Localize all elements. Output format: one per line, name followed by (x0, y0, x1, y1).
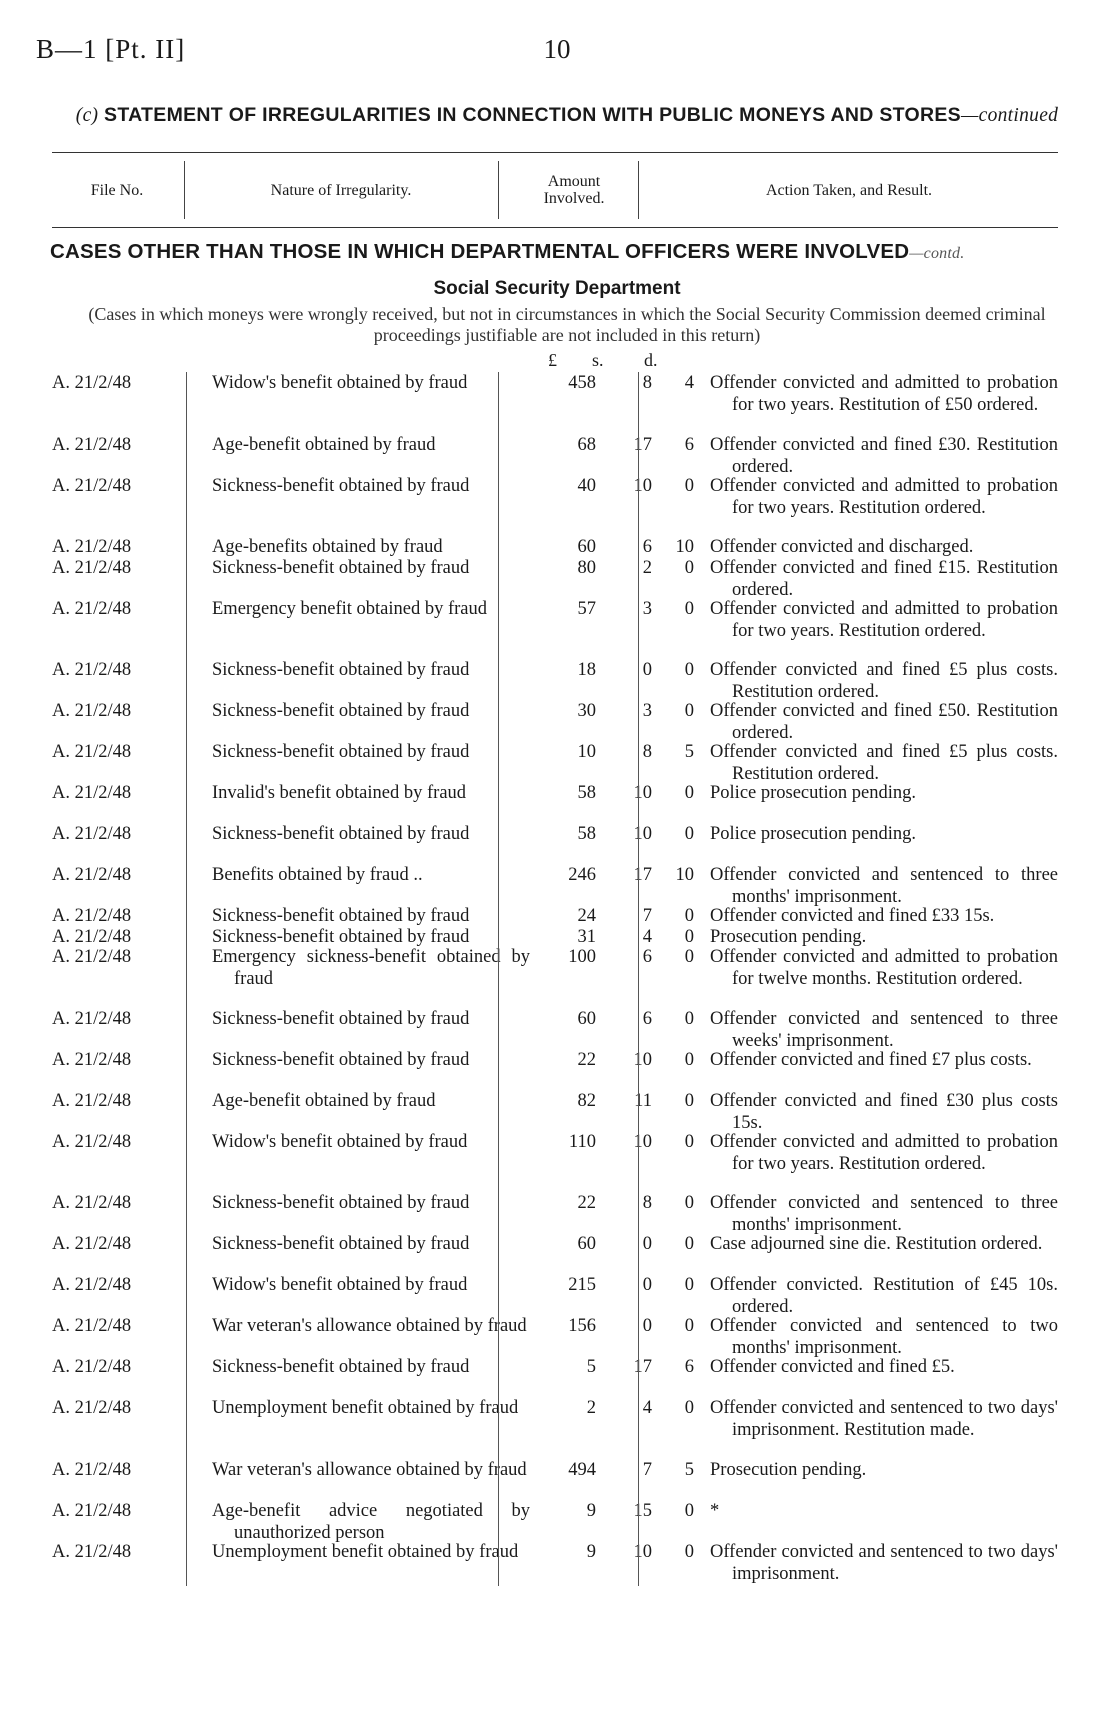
file-number: A. 21/2/48 (52, 947, 132, 967)
action-taken-text: Offender convicted and fined £50. Restitution ordered. (710, 701, 1058, 743)
amount-shillings: 8 (642, 742, 652, 762)
amount-pence: 5 (684, 1459, 694, 1480)
irregularity-nature (212, 1541, 530, 1563)
amount-pence: 0 (684, 475, 694, 496)
amount-shillings: 7 (642, 1459, 652, 1480)
irregularity-nature-text: Sickness-benefit obtained by fraud (212, 742, 470, 762)
action-taken (710, 475, 1058, 519)
irregularity-nature (212, 1008, 530, 1030)
action-taken-text: Offender convicted and admitted to probation for two years. Restitution of £50 ordered. (710, 373, 1058, 415)
amount-shillings: 10 (633, 824, 652, 844)
irregularity-nature-text: Widow's benefit obtained by fraud (212, 373, 468, 393)
irregularity-nature-text: Emergency benefit obtained by fraud (212, 598, 487, 619)
amount-pounds: 57 (577, 598, 596, 619)
amount-shillings: 4 (642, 926, 652, 947)
file-number: A. 21/2/48 (52, 557, 132, 578)
amount-pence: 0 (684, 1541, 694, 1562)
action-taken (710, 905, 1058, 927)
title-continued: —continued (960, 105, 1059, 126)
amount-pence: 0 (684, 824, 694, 844)
irregularity-nature (212, 475, 530, 497)
action-taken (710, 536, 1058, 558)
action-taken (710, 1274, 1058, 1318)
amount-pounds: 40 (577, 475, 596, 496)
action-taken-text: Offender convicted and fined £5. (710, 1357, 955, 1377)
action-taken (710, 598, 1058, 642)
irregularity-nature-text: Age-benefit obtained by fraud (212, 434, 436, 455)
file-number: A. 21/2/48 (52, 537, 132, 557)
amount-shillings: 17 (633, 434, 652, 455)
irregularity-nature-text: War veteran's allowance obtained by fraud (212, 1459, 527, 1480)
irregularity-nature-text: Widow's benefit obtained by fraud (212, 1131, 468, 1152)
irregularity-nature (212, 905, 530, 927)
action-taken (710, 659, 1058, 703)
action-taken-text: Offender convicted and admitted to probation for twelve months. Restitution ordered. (710, 947, 1058, 989)
amount-pence: 0 (684, 783, 694, 803)
amount-pence: 0 (684, 1193, 694, 1213)
action-taken-text: Police prosecution pending. (710, 783, 917, 803)
action-taken-text: Prosecution pending. (710, 1459, 867, 1480)
irregularity-nature (212, 782, 530, 804)
amount-pounds: 156 (568, 1316, 596, 1336)
file-number: A. 21/2/48 (52, 865, 132, 885)
amount-shillings: 11 (634, 1090, 652, 1111)
amount-pence: 0 (684, 1275, 694, 1295)
amount-pence: 6 (684, 434, 694, 455)
file-number: A. 21/2/48 (52, 1316, 132, 1336)
amount-shillings: 0 (642, 1316, 652, 1336)
amount-pounds: 22 (577, 1193, 596, 1213)
action-taken-text: Police prosecution pending. (710, 824, 917, 844)
file-number: A. 21/2/48 (52, 1193, 132, 1213)
action-taken (710, 1315, 1058, 1359)
column-rule (498, 372, 499, 1586)
pence-label: d. (644, 350, 658, 370)
amount-pence: 0 (684, 1090, 694, 1111)
irregularity-nature (212, 1356, 530, 1378)
irregularity-nature (212, 864, 530, 886)
file-number: A. 21/2/48 (52, 1008, 132, 1029)
file-number: A. 21/2/48 (52, 1234, 132, 1254)
action-taken-text: Offender convicted and discharged. (710, 537, 974, 557)
action-taken-text: Offender convicted. Restitution of £45 10s. ordered. (710, 1275, 1058, 1317)
irregularity-nature (212, 1459, 530, 1481)
action-taken-text: Offender convicted and fined £15. Restitution ordered. (710, 557, 1058, 600)
action-taken (710, 926, 1058, 948)
action-taken (710, 1090, 1058, 1134)
amount-shillings: 10 (633, 783, 652, 803)
file-number: A. 21/2/48 (52, 1131, 132, 1152)
amount-pence: 4 (684, 373, 694, 393)
amount-pounds: 58 (577, 783, 596, 803)
action-taken-text: Offender convicted and sentenced to two days' imprisonment. (710, 1541, 1058, 1584)
title-letter: (c) (75, 105, 99, 126)
section-heading (50, 240, 1084, 264)
action-taken-text: Offender convicted and admitted to probation for two years. Restitution ordered. (710, 1131, 1058, 1174)
irregularity-nature (212, 741, 530, 763)
amount-pence: 10 (675, 537, 694, 557)
action-taken (710, 434, 1058, 478)
column-rule (186, 372, 187, 1586)
column-divider (184, 161, 185, 219)
amount-pounds: 494 (568, 1459, 596, 1480)
action-taken (710, 1500, 1058, 1522)
action-taken-text: Offender convicted and fined £33 15s. (710, 906, 995, 926)
amount-shillings: 0 (642, 1234, 652, 1254)
amount-shillings: 17 (633, 865, 652, 885)
action-taken (710, 1131, 1058, 1175)
action-taken (710, 1356, 1058, 1378)
amount-pence: 6 (684, 1357, 694, 1377)
section-heading-continued: —contd. (909, 245, 965, 262)
action-taken-text: Offender convicted and fined £30. Restitution ordered. (710, 434, 1058, 477)
amount-pounds: 24 (577, 906, 596, 926)
amount-pence: 0 (684, 1049, 694, 1070)
file-number: A. 21/2/48 (52, 1090, 132, 1111)
amount-shillings: 3 (642, 598, 652, 619)
file-number: A. 21/2/48 (52, 1275, 132, 1295)
action-taken (710, 372, 1058, 416)
amount-shillings: 10 (633, 1049, 652, 1070)
irregularity-nature-text: Emergency sickness-benefit obtained by fraud (212, 947, 530, 989)
amount-pounds: 82 (577, 1090, 596, 1111)
amount-pence: 0 (684, 1008, 694, 1029)
file-number: A. 21/2/48 (52, 701, 132, 721)
irregularity-nature-text: Sickness-benefit obtained by fraud (212, 1049, 470, 1070)
amount-pence: 0 (684, 947, 694, 967)
amount-pounds: 68 (577, 434, 596, 455)
file-number: A. 21/2/48 (52, 906, 132, 926)
irregularity-nature-text: Benefits obtained by fraud .. (212, 865, 423, 885)
irregularity-nature (212, 372, 530, 394)
file-number: A. 21/2/48 (52, 1049, 132, 1070)
action-taken (710, 741, 1058, 785)
irregularity-nature-text: Sickness-benefit obtained by fraud (212, 557, 470, 578)
file-number: A. 21/2/48 (52, 1459, 132, 1480)
action-taken-text: Offender convicted and sentenced to three weeks' imprisonment. (710, 1008, 1058, 1051)
department-heading: Social Security Department (433, 278, 681, 299)
amount-shillings: 3 (642, 701, 652, 721)
column-header-action: Action Taken, and Result. (765, 181, 933, 199)
action-taken (710, 1192, 1058, 1236)
amount-pounds: 110 (568, 1131, 596, 1152)
file-number: A. 21/2/48 (52, 434, 132, 455)
irregularity-nature (212, 536, 530, 558)
action-taken (710, 946, 1058, 990)
amount-pounds: 60 (577, 537, 596, 557)
amount-pounds: 60 (577, 1008, 596, 1029)
irregularity-nature-text: Invalid's benefit obtained by fraud (212, 783, 467, 803)
amount-pence: 0 (684, 1131, 694, 1152)
action-taken (710, 864, 1058, 908)
irregularity-nature-text: Age-benefit advice negotiated by unauthorized person (212, 1500, 530, 1543)
amount-shillings: 6 (642, 537, 652, 557)
irregularity-nature-text: Sickness-benefit obtained by fraud (212, 660, 470, 680)
file-number: A. 21/2/48 (52, 824, 132, 844)
amount-pounds: 58 (577, 824, 596, 844)
file-number: A. 21/2/48 (52, 926, 132, 947)
action-taken-text: Offender convicted and admitted to probation for two years. Restitution ordered. (710, 475, 1058, 518)
irregularity-nature (212, 1131, 530, 1153)
action-taken (710, 823, 1058, 845)
page-header (36, 34, 1078, 74)
action-taken-text: Case adjourned sine die. Restitution ordered. (710, 1234, 1043, 1254)
amount-shillings: 10 (633, 1541, 652, 1562)
action-taken (710, 782, 1058, 804)
irregularity-nature (212, 946, 530, 990)
table-header (52, 152, 1058, 228)
action-taken (710, 1397, 1058, 1441)
amount-pounds: 215 (568, 1275, 596, 1295)
amount-pence: 10 (675, 865, 694, 885)
irregularity-nature-text: Sickness-benefit obtained by fraud (212, 701, 470, 721)
action-taken-text: Offender convicted and fined £30 plus costs 15s. (710, 1090, 1058, 1133)
document-reference: B—1 [Pt. II] (36, 34, 186, 64)
amount-pounds: 31 (577, 926, 596, 947)
file-number: A. 21/2/48 (52, 598, 132, 619)
amount-pence: 0 (684, 660, 694, 680)
irregularity-nature (212, 598, 530, 620)
amount-shillings: 4 (642, 1398, 652, 1418)
file-number: A. 21/2/48 (52, 660, 132, 680)
irregularity-nature-text: Unemployment benefit obtained by fraud (212, 1398, 519, 1418)
amount-pence: 0 (684, 557, 694, 578)
irregularity-nature-text: Sickness-benefit obtained by fraud (212, 1193, 470, 1213)
amount-pence: 0 (684, 1234, 694, 1254)
action-taken-text: Offender convicted and admitted to probation for two years. Restitution ordered. (710, 598, 1058, 641)
amount-shillings: 7 (642, 906, 652, 926)
column-header-nature: Nature of Irregularity. (270, 181, 412, 199)
column-divider (638, 161, 639, 219)
action-taken (710, 700, 1058, 744)
file-number: A. 21/2/48 (52, 1500, 132, 1521)
column-rule (638, 372, 639, 1586)
amount-shillings: 6 (642, 947, 652, 967)
page-number: 10 (543, 34, 571, 64)
amount-shillings: 15 (633, 1500, 652, 1521)
irregularity-nature (212, 434, 530, 456)
amount-pence: 5 (684, 742, 694, 762)
amount-shillings: 10 (633, 475, 652, 496)
amount-pounds: 246 (568, 865, 596, 885)
column-header-file-no: File No. (90, 181, 144, 199)
file-number: A. 21/2/48 (52, 1541, 132, 1562)
irregularity-nature-text: Sickness-benefit obtained by fraud (212, 475, 470, 496)
action-taken (710, 1541, 1058, 1585)
irregularity-nature (212, 1274, 530, 1296)
amount-pence: 0 (684, 1398, 694, 1418)
irregularity-nature-text: Sickness-benefit obtained by fraud (212, 1008, 470, 1029)
amount-pence: 0 (684, 1500, 694, 1521)
action-taken (710, 1049, 1058, 1071)
amount-pounds: 10 (577, 742, 596, 762)
irregularity-nature (212, 1192, 530, 1214)
irregularity-nature (212, 1049, 530, 1071)
amount-pence: 0 (684, 701, 694, 721)
irregularity-nature-text: Sickness-benefit obtained by fraud (212, 906, 470, 926)
irregularity-nature-text: Age-benefits obtained by fraud (212, 537, 443, 557)
file-number: A. 21/2/48 (52, 742, 132, 762)
irregularity-nature (212, 1090, 530, 1112)
irregularity-nature-text: Age-benefit obtained by fraud (212, 1090, 436, 1111)
irregularity-nature-text: Sickness-benefit obtained by fraud (212, 824, 470, 844)
amount-pence: 0 (684, 906, 694, 926)
amount-pounds: 458 (568, 373, 596, 393)
action-taken-text: * (710, 1500, 720, 1521)
amount-shillings: 17 (633, 1357, 652, 1377)
column-divider (498, 161, 499, 219)
irregularity-nature (212, 1233, 530, 1255)
irregularity-nature (212, 700, 530, 722)
file-number: A. 21/2/48 (52, 373, 132, 393)
irregularity-nature-text: Sickness-benefit obtained by fraud (212, 1234, 470, 1254)
action-taken-text: Offender convicted and sentenced to two months' imprisonment. (710, 1316, 1058, 1358)
irregularity-nature-text: Unemployment benefit obtained by fraud (212, 1541, 519, 1562)
file-number: A. 21/2/48 (52, 1357, 132, 1377)
amount-shillings: 6 (642, 1008, 652, 1029)
irregularity-nature (212, 557, 530, 579)
amount-shillings: 0 (642, 1275, 652, 1295)
amount-pounds: 5 (586, 1357, 596, 1377)
action-taken-text: Prosecution pending. (710, 926, 867, 947)
amount-pounds: 80 (577, 557, 596, 578)
amount-pounds: 9 (586, 1541, 596, 1562)
action-taken-text: Offender convicted and sentenced to two days' imprisonment. Restitution made. (710, 1398, 1058, 1440)
irregularity-nature (212, 1500, 530, 1544)
amount-pence: 0 (684, 926, 694, 947)
amount-pence: 0 (684, 598, 694, 619)
irregularity-nature (212, 659, 530, 681)
amount-pounds: 22 (577, 1049, 596, 1070)
irregularity-nature-text: Widow's benefit obtained by fraud (212, 1275, 468, 1295)
amount-shillings: 2 (642, 557, 652, 578)
amount-shillings: 0 (642, 660, 652, 680)
amount-pounds: 60 (577, 1234, 596, 1254)
action-taken-text: Offender convicted and fined £5 plus costs. Restitution ordered. (710, 742, 1058, 784)
irregularity-nature (212, 1315, 530, 1337)
title-main: STATEMENT OF IRREGULARITIES IN CONNECTION WITH PUBLIC MONEYS AND STORES (104, 104, 961, 126)
amount-pounds: 100 (568, 947, 596, 967)
action-taken (710, 1008, 1058, 1052)
column-header-amount: Amount Involved. (543, 173, 605, 207)
section-note: (Cases in which moneys were wrongly received, but not in circumstances in which the Social Security Commission deemed criminal proceedings justifiable are not included in this return) (88, 304, 1046, 345)
action-taken (710, 557, 1058, 601)
irregularity-nature-text: Sickness-benefit obtained by fraud (212, 1357, 470, 1377)
action-taken (710, 1459, 1058, 1481)
section-heading-text: CASES OTHER THAN THOSE IN WHICH DEPARTMENTAL OFFICERS WERE INVOLVED (50, 240, 910, 263)
shillings-label: s. (592, 350, 604, 370)
irregularity-nature (212, 823, 530, 845)
action-taken-text: Offender convicted and fined £5 plus costs. Restitution ordered. (710, 660, 1058, 702)
amount-pounds: 2 (586, 1398, 596, 1418)
irregularity-nature (212, 1397, 530, 1419)
amount-shillings: 10 (633, 1131, 652, 1152)
action-taken (710, 1233, 1058, 1255)
action-taken-text: Offender convicted and sentenced to three months' imprisonment. (710, 1193, 1058, 1235)
page-title (60, 104, 1074, 127)
amount-pounds: 9 (586, 1500, 596, 1521)
amount-pounds: 30 (577, 701, 596, 721)
irregularity-nature-text: Sickness-benefit obtained by fraud (212, 926, 470, 947)
action-taken-text: Offender convicted and sentenced to three months' imprisonment. (710, 865, 1058, 907)
irregularity-nature (212, 926, 530, 948)
amount-shillings: 8 (642, 373, 652, 393)
amount-pounds: 18 (577, 660, 596, 680)
file-number: A. 21/2/48 (52, 783, 132, 803)
pounds-label: £ (548, 350, 557, 370)
amount-shillings: 8 (642, 1193, 652, 1213)
action-taken-text: Offender convicted and fined £7 plus costs. (710, 1049, 1032, 1070)
irregularity-nature-text: War veteran's allowance obtained by fraud (212, 1316, 527, 1336)
file-number: A. 21/2/48 (52, 1398, 132, 1418)
file-number: A. 21/2/48 (52, 475, 132, 496)
amount-pence: 0 (684, 1316, 694, 1336)
